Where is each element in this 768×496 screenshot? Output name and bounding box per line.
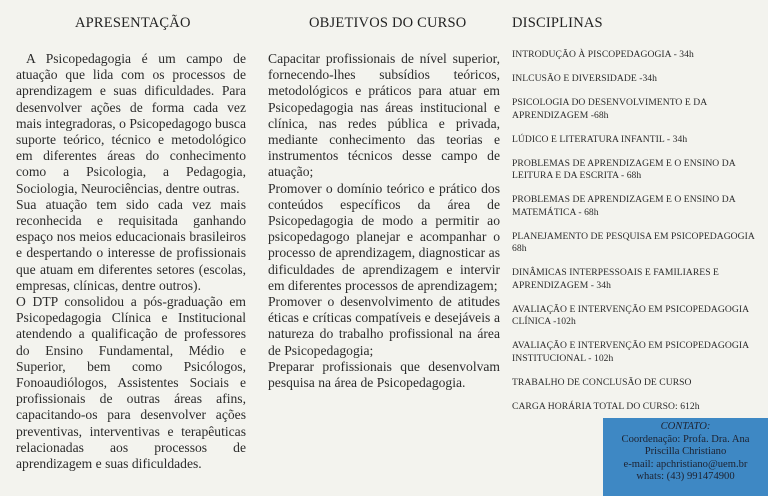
disciplina-item: LÚDICO E LITERATURA INFANTIL - 34h [512,133,688,145]
disciplina-item: DINÂMICAS INTERPESSOAIS E FAMILIARES E APRENDIZAGEM - 34h [512,267,719,291]
apresentacao-title: APRESENTAÇÃO [75,15,191,31]
disciplina-item: INLCUSÃO E DIVERSIDADE -34h [512,72,657,84]
contact-coordination: Coordenação: Profa. Dra. Ana [621,433,750,445]
disciplina-item: PSICOLOGIA DO DESENVOLVIMENTO E DA APRENDIZAGEM -68h [512,96,707,121]
apresentacao-paragraph: O DTP consolidou a pós-graduação em Psicopedagogia Clínica e Institucional atendendo a qualificação de professores do Ensino Fundamental, Médio e Superior, bem como Psicólogos, Fonoaudiólogos, Assistentes Sociais e profissionais de outras áreas afins, capacitando-os para desenvolver ações preventivas, interventivas e terapêuticas relacionadas aos processos de aprendizagem e suas dificuldades. [16,294,246,472]
objetivos-body [268,51,500,391]
objetivo-paragraph: Capacitar profissionais de nível superior, fornecendo-lhes subsídios teóricos, metodológicos e práticos para atuar em Psicopedagogia nas áreas institucional e clínica, nas redes pública e privada, mediante conhecimento das teorias e instrumentos técnicos desse campo de atuação; [268,51,500,180]
disciplina-item: INTRODUÇÃO À PISCOPEDAGOGIA - 34h [512,49,694,60]
objetivo-paragraph: Preparar profissionais que desenvolvam pesquisa na área de Psicopedagogia. [268,358,500,391]
contact-coordinator-name: Priscilla Christiano [644,446,727,458]
disciplinas-title: DISCIPLINAS [512,15,603,31]
contact-email[interactable]: e-mail: apchristiano@uem.br [623,458,748,470]
carga-horaria-total: CARGA HORÁRIA TOTAL DO CURSO: 612h [512,400,700,412]
disciplina-item: AVALIAÇÃO E INTERVENÇÃO EM PSICOPEDAGOGIA INSTITUCIONAL - 102h [512,340,749,365]
objetivo-paragraph: Promover o domínio teórico e prático dos conteúdos específicos da área de Psicopedagogia de modo a permitir ao psicopedagogo planejar e acompanhar o processo de aprendizagem, diagnosticar as dificuldades de aprendizagem e intervir em diferentes processos de aprendizagem; [268,180,500,293]
contact-whatsapp[interactable]: whats: (43) 991474900 [636,471,735,483]
disciplina-item: PLANEJAMENTO DE PESQUISA EM PSICOPEDAGOGIA 68h [512,230,755,255]
disciplina-item: PROBLEMAS DE APRENDIZAGEM E O ENSINO DA LEITURA E DA ESCRITA - 68h [512,157,736,182]
contact-box [603,418,768,496]
disciplinas-list [512,49,764,425]
disciplina-item: PROBLEMAS DE APRENDIZAGEM E O ENSINO DA MATEMÁTICA - 68h [512,194,736,218]
disciplina-item: AVALIAÇÃO E INTERVENÇÃO EM PSICOPEDAGOGIA CLÍNICA -102h [512,303,749,328]
disciplina-item: TRABALHO DE CONCLUSÃO DE CURSO [512,377,692,388]
apresentacao-paragraph: A Psicopedagogia é um campo de atuação que lida com os processos de aprendizagem e suas dificuldades. Para desenvolver ações de forma cada vez mais integradoras, o Psicopedagogo busca suporte teórico, técnico e metodológico em diferentes áreas do conhecimento como a Psicologia, a Pedagogia, Sociologia, Neurociências, dentre outras. [16,51,246,196]
contact-title: CONTATO: [660,421,711,432]
objetivos-title: OBJETIVOS DO CURSO [309,15,467,31]
apresentacao-paragraph: Sua atuação tem sido cada vez mais reconhecida e requisitada ganhando espaço nos meios educacionais brasileiros e despertando o interesse de profissionais que atuam em diferentes setores (escolas, empresas, clínicas, dentre outros). [16,196,246,293]
objetivo-paragraph: Promover o desenvolvimento de atitudes éticas e críticas compatíveis e desejáveis a natureza do trabalho profissional na área de Psicopedagogia; [268,294,500,358]
apresentacao-body [16,51,246,472]
